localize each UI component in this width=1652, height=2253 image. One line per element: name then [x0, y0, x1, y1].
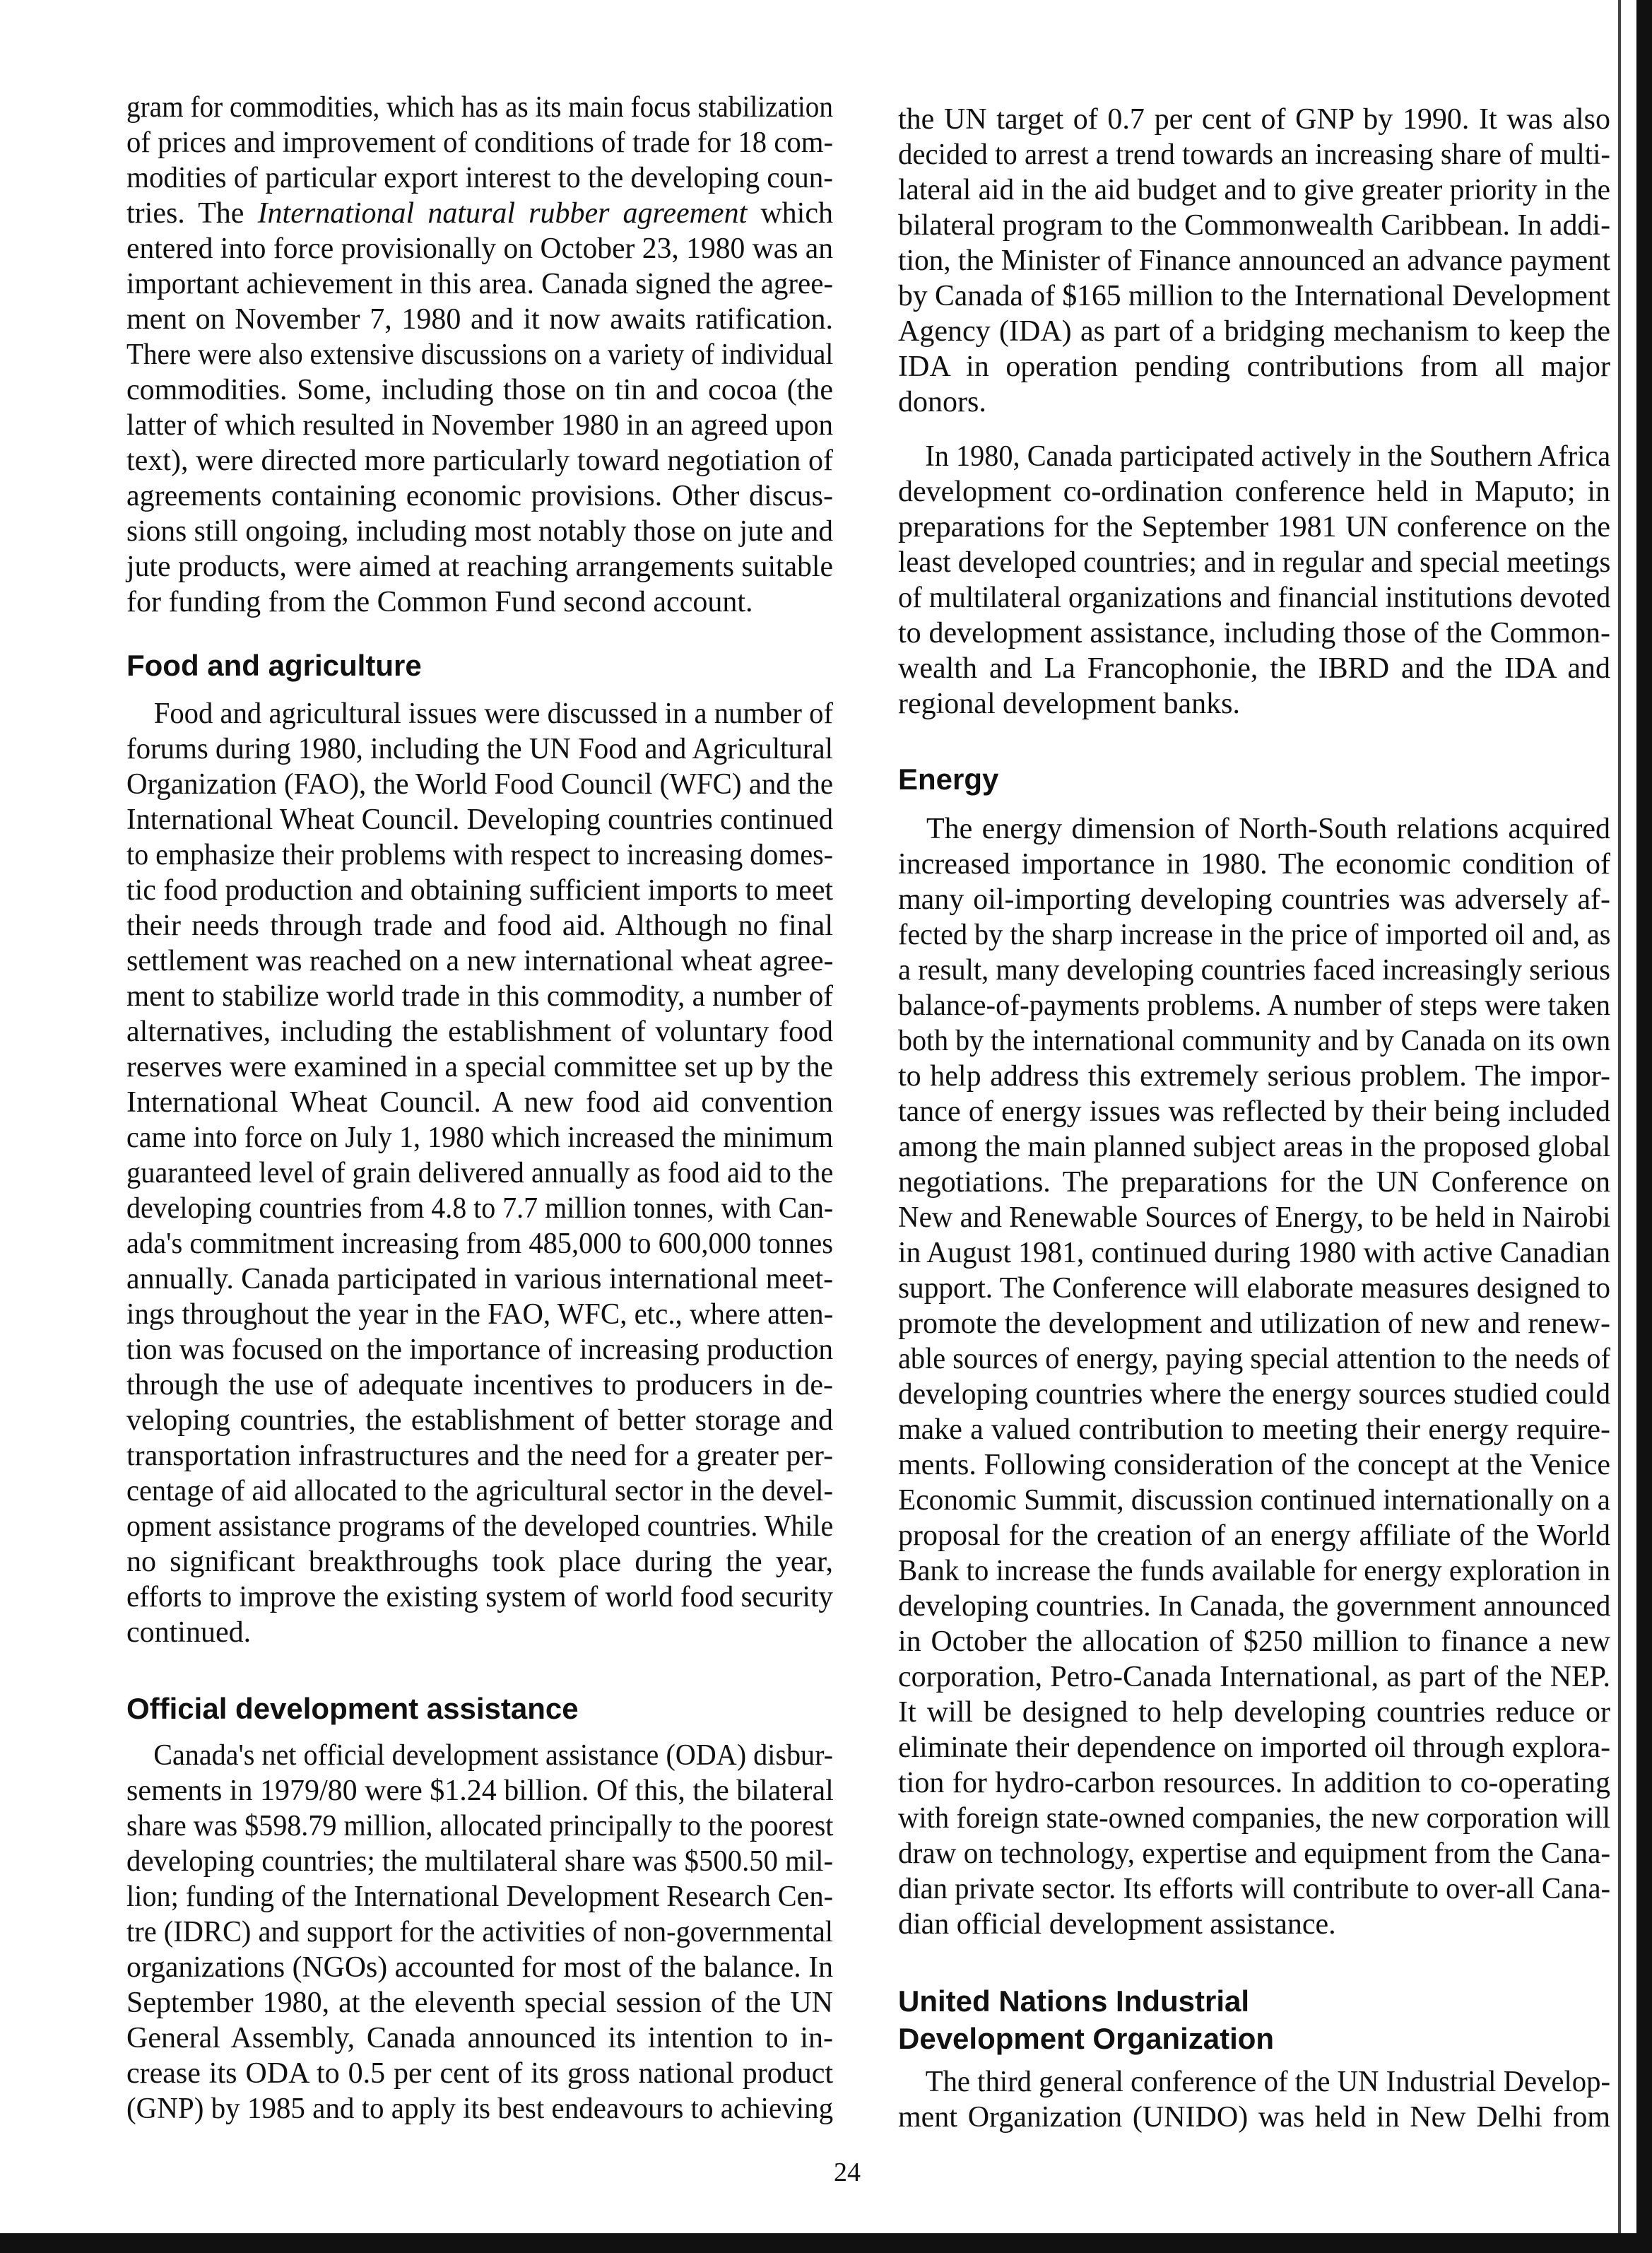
italic-title: International natural rubber agreement [257, 197, 748, 230]
text-line: to help address this extremely serious problem. The impor- [898, 1060, 1610, 1093]
text-line: a result, many developing countries faced increasingly serious [898, 954, 1610, 987]
text-line: tre (IDRC) and support for the activities of non-governmental [126, 1916, 834, 1948]
text-line: ment to stabilize world trade in this commodity, a number of [126, 980, 833, 1013]
text-line: tion for hydro-carbon resources. In addition to co-operating [898, 1767, 1610, 1799]
text-line: (GNP) by 1985 and to apply its best endeavours to achieving [126, 2093, 834, 2125]
text-line: International Wheat Council. A new food aid convention [126, 1086, 833, 1119]
text-line: Canada's net official development assistance (ODA) disbur- [153, 1739, 833, 1772]
text-line: agreements containing economic provisions. Other discus- [126, 480, 833, 512]
text-line: jute products, were aimed at reaching arrangements suitable [126, 551, 833, 583]
text-line: crease its ODA to 0.5 per cent of its gross national product [126, 2057, 833, 2090]
heading-line: Energy [898, 763, 999, 796]
text-line: dian official development assistance. [898, 1908, 1336, 1941]
text-line: donors. [898, 386, 986, 418]
text-line: ment Organization (UNIDO) was held in New Delhi from [898, 2101, 1610, 2134]
text-line: regional development banks. [898, 688, 1241, 720]
text-line: by Canada of $165 million to the International Development [898, 280, 1611, 312]
text-line: many oil-importing developing countries was adversely af- [898, 883, 1610, 916]
text-line: centage of aid allocated to the agricultural sector in the devel- [126, 1475, 833, 1507]
text-line: tance of energy issues was reflected by their being included [898, 1095, 1610, 1128]
text-line: draw on technology, expertise and equipment from the Cana- [898, 1837, 1611, 1870]
heading-line: Official development assistance [126, 1692, 579, 1725]
text-line: New and Renewable Sources of Energy, to be held in Nairobi [898, 1201, 1611, 1234]
text-line: commodities. Some, including those on tin and cocoa (the [126, 374, 833, 406]
text-line: In 1980, Canada participated actively in the Southern Africa [925, 440, 1611, 473]
text-line: proposal for the creation of an energy affiliate of the World [898, 1519, 1610, 1552]
text-line: opment assistance programs of the developed countries. While [126, 1510, 834, 1543]
text-line: the UN target of 0.7 per cent of GNP by 1990. It was also [898, 103, 1610, 136]
text-line: transportation infrastructures and the need for a greater per- [126, 1440, 834, 1472]
text-line: to development assistance, including those of the Common- [898, 617, 1610, 649]
text-line: latter of which resulted in November 1980 in an agreed upon [126, 409, 834, 442]
section-heading-energy [898, 760, 1610, 798]
text-line: corporation, Petro-Canada International, as part of the NEP. [898, 1661, 1610, 1693]
text-line: preparations for the September 1981 UN conference on the [898, 511, 1610, 543]
text-line: Economic Summit, discussion continued internationally on a [898, 1484, 1611, 1517]
text-line: in August 1981, continued during 1980 with active Canadian [898, 1237, 1611, 1269]
text-line: important achievement in this area. Canada signed the agree- [126, 268, 834, 300]
text-line: continued. [126, 1616, 252, 1649]
text-line: support. The Conference will elaborate measures designed to [898, 1272, 1610, 1305]
text-line: through the use of adequate incentives to producers in de- [126, 1369, 833, 1401]
text-line: no significant breakthroughs took place during the year, [126, 1546, 833, 1578]
text-line: eliminate their dependence on imported oil through explora- [898, 1731, 1610, 1764]
text-line: IDA in operation pending contributions from all major [898, 351, 1610, 383]
text-line: developing countries. In Canada, the government announced [898, 1590, 1611, 1623]
text-line: both by the international community and by Canada on its own [898, 1025, 1611, 1057]
text-line: their needs through trade and food aid. Although no final [126, 910, 833, 942]
text-line: developing countries; the multilateral share was $500.50 mil- [126, 1845, 834, 1878]
text-line: gram for commodities, which has as its main focus stabilization [126, 91, 833, 124]
text-line: ment on November 7, 1980 and it now awaits ratification. [126, 303, 833, 336]
paragraph [126, 1738, 833, 2126]
text-line: Agency (IDA) as part of a bridging mechanism to keep the [898, 315, 1610, 348]
text-line: sions still ongoing, including most notably those on jute and [126, 515, 833, 548]
text-line: efforts to improve the existing system of world food security [126, 1581, 833, 1613]
scan-bottom-border [0, 2233, 1652, 2253]
text-line: wealth and La Francophonie, the IBRD and the IDA and [898, 652, 1610, 685]
paragraph [898, 102, 1610, 420]
text-run: which [747, 197, 833, 230]
scan-edge-line [1618, 0, 1621, 2240]
text-line: to emphasize their problems with respect to increasing domes- [126, 839, 833, 871]
text-line: tic food production and obtaining sufficient imports to meet [126, 874, 833, 907]
text-line: Bank to increase the funds available for energy exploration in [898, 1555, 1611, 1587]
text-line: forums during 1980, including the UN Food and Agricultural [126, 733, 833, 765]
text-line: September 1980, at the eleventh special session of the UN [126, 1987, 833, 2019]
text-line: developing countries where the energy sources studied could [898, 1378, 1611, 1411]
text-line: least developed countries; and in regular and special meetings [898, 546, 1611, 579]
text-line: in October the allocation of $250 million to finance a new [898, 1625, 1610, 1658]
text-line: The energy dimension of North-South relations acquired [926, 813, 1610, 845]
text-line: alternatives, including the establishment of voluntary food [126, 1016, 833, 1048]
text-line: tion, the Minister of Finance announced an advance payment [898, 245, 1611, 277]
paragraph [126, 696, 833, 1650]
text-line: developing countries from 4.8 to 7.7 million tonnes, with Can- [126, 1192, 834, 1225]
text-line [126, 196, 833, 231]
text-line: make a valued contribution to meeting their energy require- [898, 1413, 1610, 1446]
paragraph [898, 439, 1610, 722]
text-line: able sources of energy, paying special attention to the needs of [898, 1343, 1610, 1375]
text-line: lion; funding of the International Development Research Cen- [126, 1881, 833, 1913]
page-number: 24 [834, 2158, 861, 2187]
text-line: ada's commitment increasing from 485,000 to 600,000 tonnes [126, 1228, 833, 1260]
text-line: promote the development and utilization of new and renew- [898, 1307, 1610, 1340]
text-line: text), were directed more particularly toward negotiation of [126, 445, 833, 477]
text-line: guaranteed level of grain delivered annually as food aid to the [126, 1157, 834, 1189]
text-line: decided to arrest a trend towards an increasing share of multi- [898, 139, 1610, 171]
text-line: organizations (NGOs) accounted for most of the balance. In [126, 1951, 833, 1984]
paragraph [898, 2064, 1610, 2135]
text-line: for funding from the Common Fund second account. [126, 586, 753, 618]
text-line: bilateral program to the Commonwealth Caribbean. In addi- [898, 209, 1611, 242]
text-line: among the main planned subject areas in the proposed global [898, 1131, 1611, 1163]
text-line: annually. Canada participated in various international meet- [126, 1263, 833, 1295]
paragraph [898, 811, 1610, 1942]
text-line: fected by the sharp increase in the price of imported oil and, as [898, 919, 1611, 951]
text-run: tries. The [126, 197, 258, 230]
text-line: balance-of-payments problems. A number of steps were taken [898, 989, 1611, 1022]
text-line: The third general conference of the UN Industrial Develop- [925, 2066, 1610, 2098]
text-line: of multilateral organizations and financial institutions devoted [898, 582, 1611, 614]
heading-line: United Nations Industrial [898, 1984, 1250, 2018]
text-line: lateral aid in the aid budget and to give greater priority in the [898, 174, 1610, 206]
text-line: tion was focused on the importance of increasing production [126, 1334, 834, 1366]
text-line: Food and agricultural issues were discussed in a number of [153, 698, 833, 730]
text-line: dian private sector. Its efforts will contribute to over-all Cana- [898, 1873, 1611, 1905]
text-line: negotiations. The preparations for the UN Conference on [898, 1166, 1610, 1199]
text-line: ings throughout the year in the FAO, WFC, etc., where atten- [126, 1298, 834, 1331]
text-line: share was $598.79 million, allocated principally to the poorest [126, 1810, 834, 1842]
heading-line: Development Organization [898, 2022, 1275, 2055]
text-line: development co-ordination conference held in Maputo; in [898, 476, 1610, 508]
section-heading-united-nations-industrial-development-organization [898, 1982, 1610, 2057]
right-column [898, 0, 1610, 2191]
text-line: with foreign state-owned companies, the new corporation will [898, 1802, 1610, 1835]
text-line: sements in 1979/80 were $1.24 billion. Of this, the bilateral [126, 1775, 834, 1807]
text-line: International Wheat Council. Developing countries continued [126, 804, 833, 836]
text-line: settlement was reached on a new international wheat agree- [126, 945, 834, 977]
text-line: veloping countries, the establishment of better storage and [126, 1404, 833, 1437]
text-line: entered into force provisionally on October 23, 1980 was an [126, 233, 834, 265]
section-heading-food-and-agriculture [126, 647, 833, 684]
text-line: There were also extensive discussions on a variety of individual [126, 339, 834, 371]
text-line: modities of particular export interest to the developing coun- [126, 162, 833, 194]
text-line: Organization (FAO), the World Food Council (WFC) and the [126, 768, 833, 801]
text-line: It will be designed to help developing countries reduce or [898, 1696, 1610, 1729]
text-line: increased importance in 1980. The economic condition of [898, 848, 1610, 881]
text-line: reserves were examined in a special committee set up by the [126, 1051, 833, 1083]
text-line: came into force on July 1, 1980 which increased the minimum [126, 1122, 833, 1154]
scan-edge-border [1636, 0, 1652, 2253]
heading-line: Food and agriculture [126, 649, 422, 682]
section-heading-official-development-assistance [126, 1690, 833, 1727]
left-column [126, 0, 833, 2191]
paragraph [126, 90, 833, 620]
text-line: of prices and improvement of conditions of trade for 18 com- [126, 127, 834, 159]
text-line: General Assembly, Canada announced its intention to in- [126, 2022, 833, 2054]
text-line: ments. Following consideration of the concept at the Venice [898, 1449, 1610, 1481]
